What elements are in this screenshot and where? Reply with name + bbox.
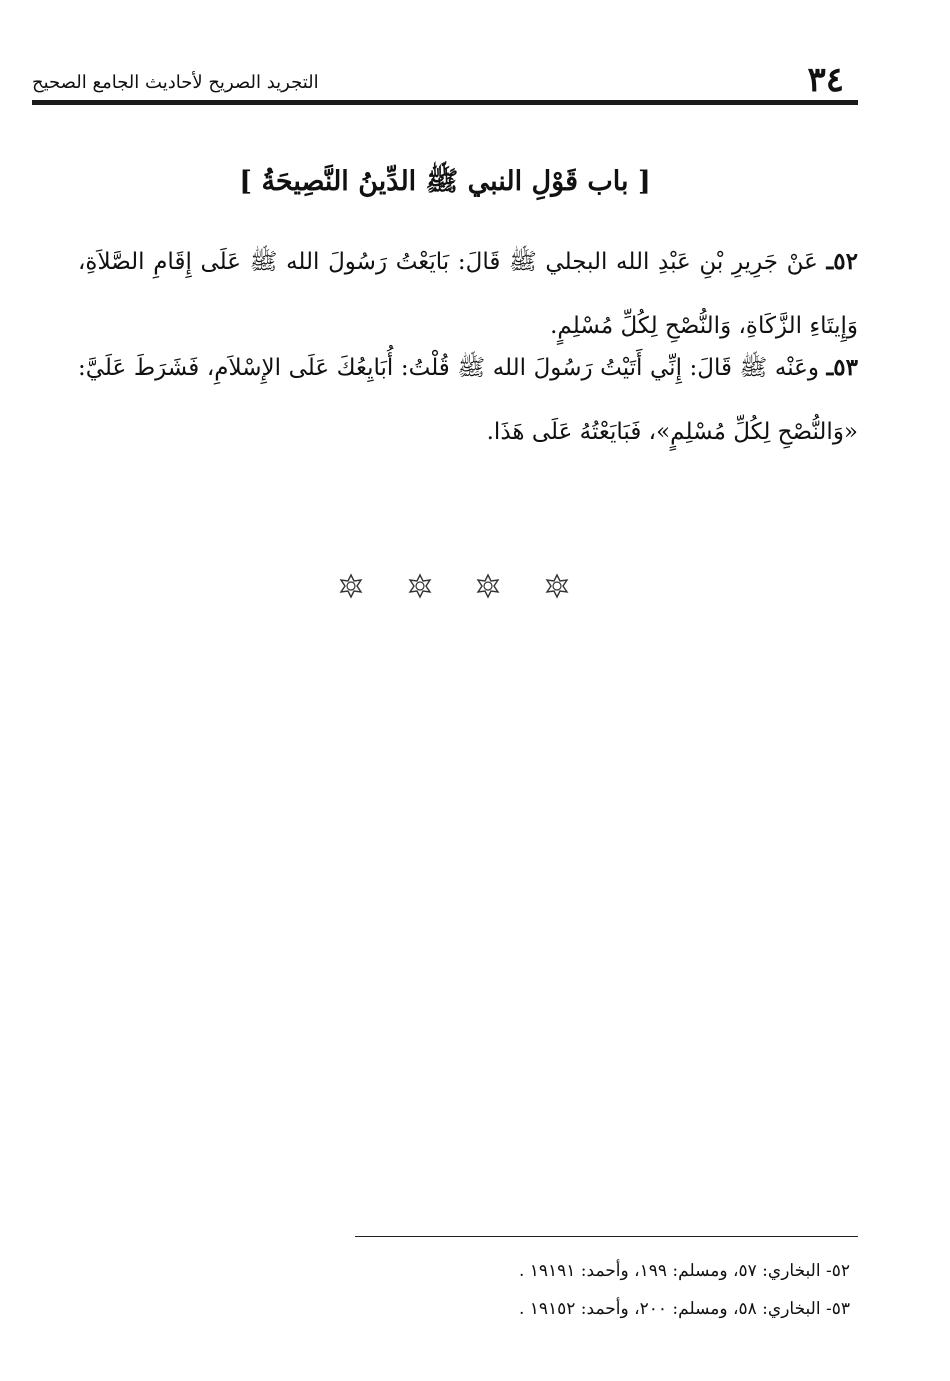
star-ornament-icon — [475, 573, 501, 599]
footnote-separator — [355, 1236, 858, 1237]
hadith-text: عَنْ جَرِيرِ بْنِ عَبْدِ الله البجلي ﷺ قَالَ: بَايَعْتُ رَسُولَ الله ﷺ عَلَى إِقَامِ الصَّلاَةِ، وَإِيتَاءِ الزَّكَاةِ، وَالنُّصْحِ لِكُلِّ مُسْلِمٍ. — [78, 249, 858, 339]
star-ornament-icon — [338, 573, 364, 599]
hadith-53 — [78, 336, 858, 464]
star-ornament-icon — [544, 573, 570, 599]
star-ornament-icon — [407, 573, 433, 599]
page-number: ٣٤ — [807, 60, 844, 100]
hadith-number: ٥٢ـ — [826, 248, 858, 275]
running-title: التجريد الصريح لأحاديث الجامع الصحيح — [32, 72, 319, 93]
page-header — [32, 50, 858, 100]
footnote-52: ٥٢- البخاري: ٥٧، ومسلم: ١٩٩، وأحمد: ١٩١٩١ . — [518, 1261, 850, 1281]
footnote-53: ٥٣- البخاري: ٥٨، ومسلم: ٢٠٠، وأحمد: ١٩١٥٢ . — [518, 1299, 850, 1319]
hadith-number: ٥٣ـ — [826, 354, 858, 381]
chapter-title: [ باب قَوْلِ النبي ﷺ الدِّينُ النَّصِيحَةُ ] — [239, 166, 651, 197]
hadith-text: وعَنْه ﷺ قَالَ: إِنِّي أَتَيْتُ رَسُولَ الله ﷺ قُلْتُ: أُبَايِعُكَ عَلَى الإِسْلاَمِ، فَشَرَطَ عَلَيَّ: «وَالنُّصْحِ لِكُلِّ مُسْلِمٍ»، فَبَايَعْتُهُ عَلَى هَذَا. — [78, 355, 858, 445]
footnotes — [330, 1252, 850, 1328]
header-rule — [32, 100, 858, 105]
section-divider-ornaments — [338, 573, 570, 599]
